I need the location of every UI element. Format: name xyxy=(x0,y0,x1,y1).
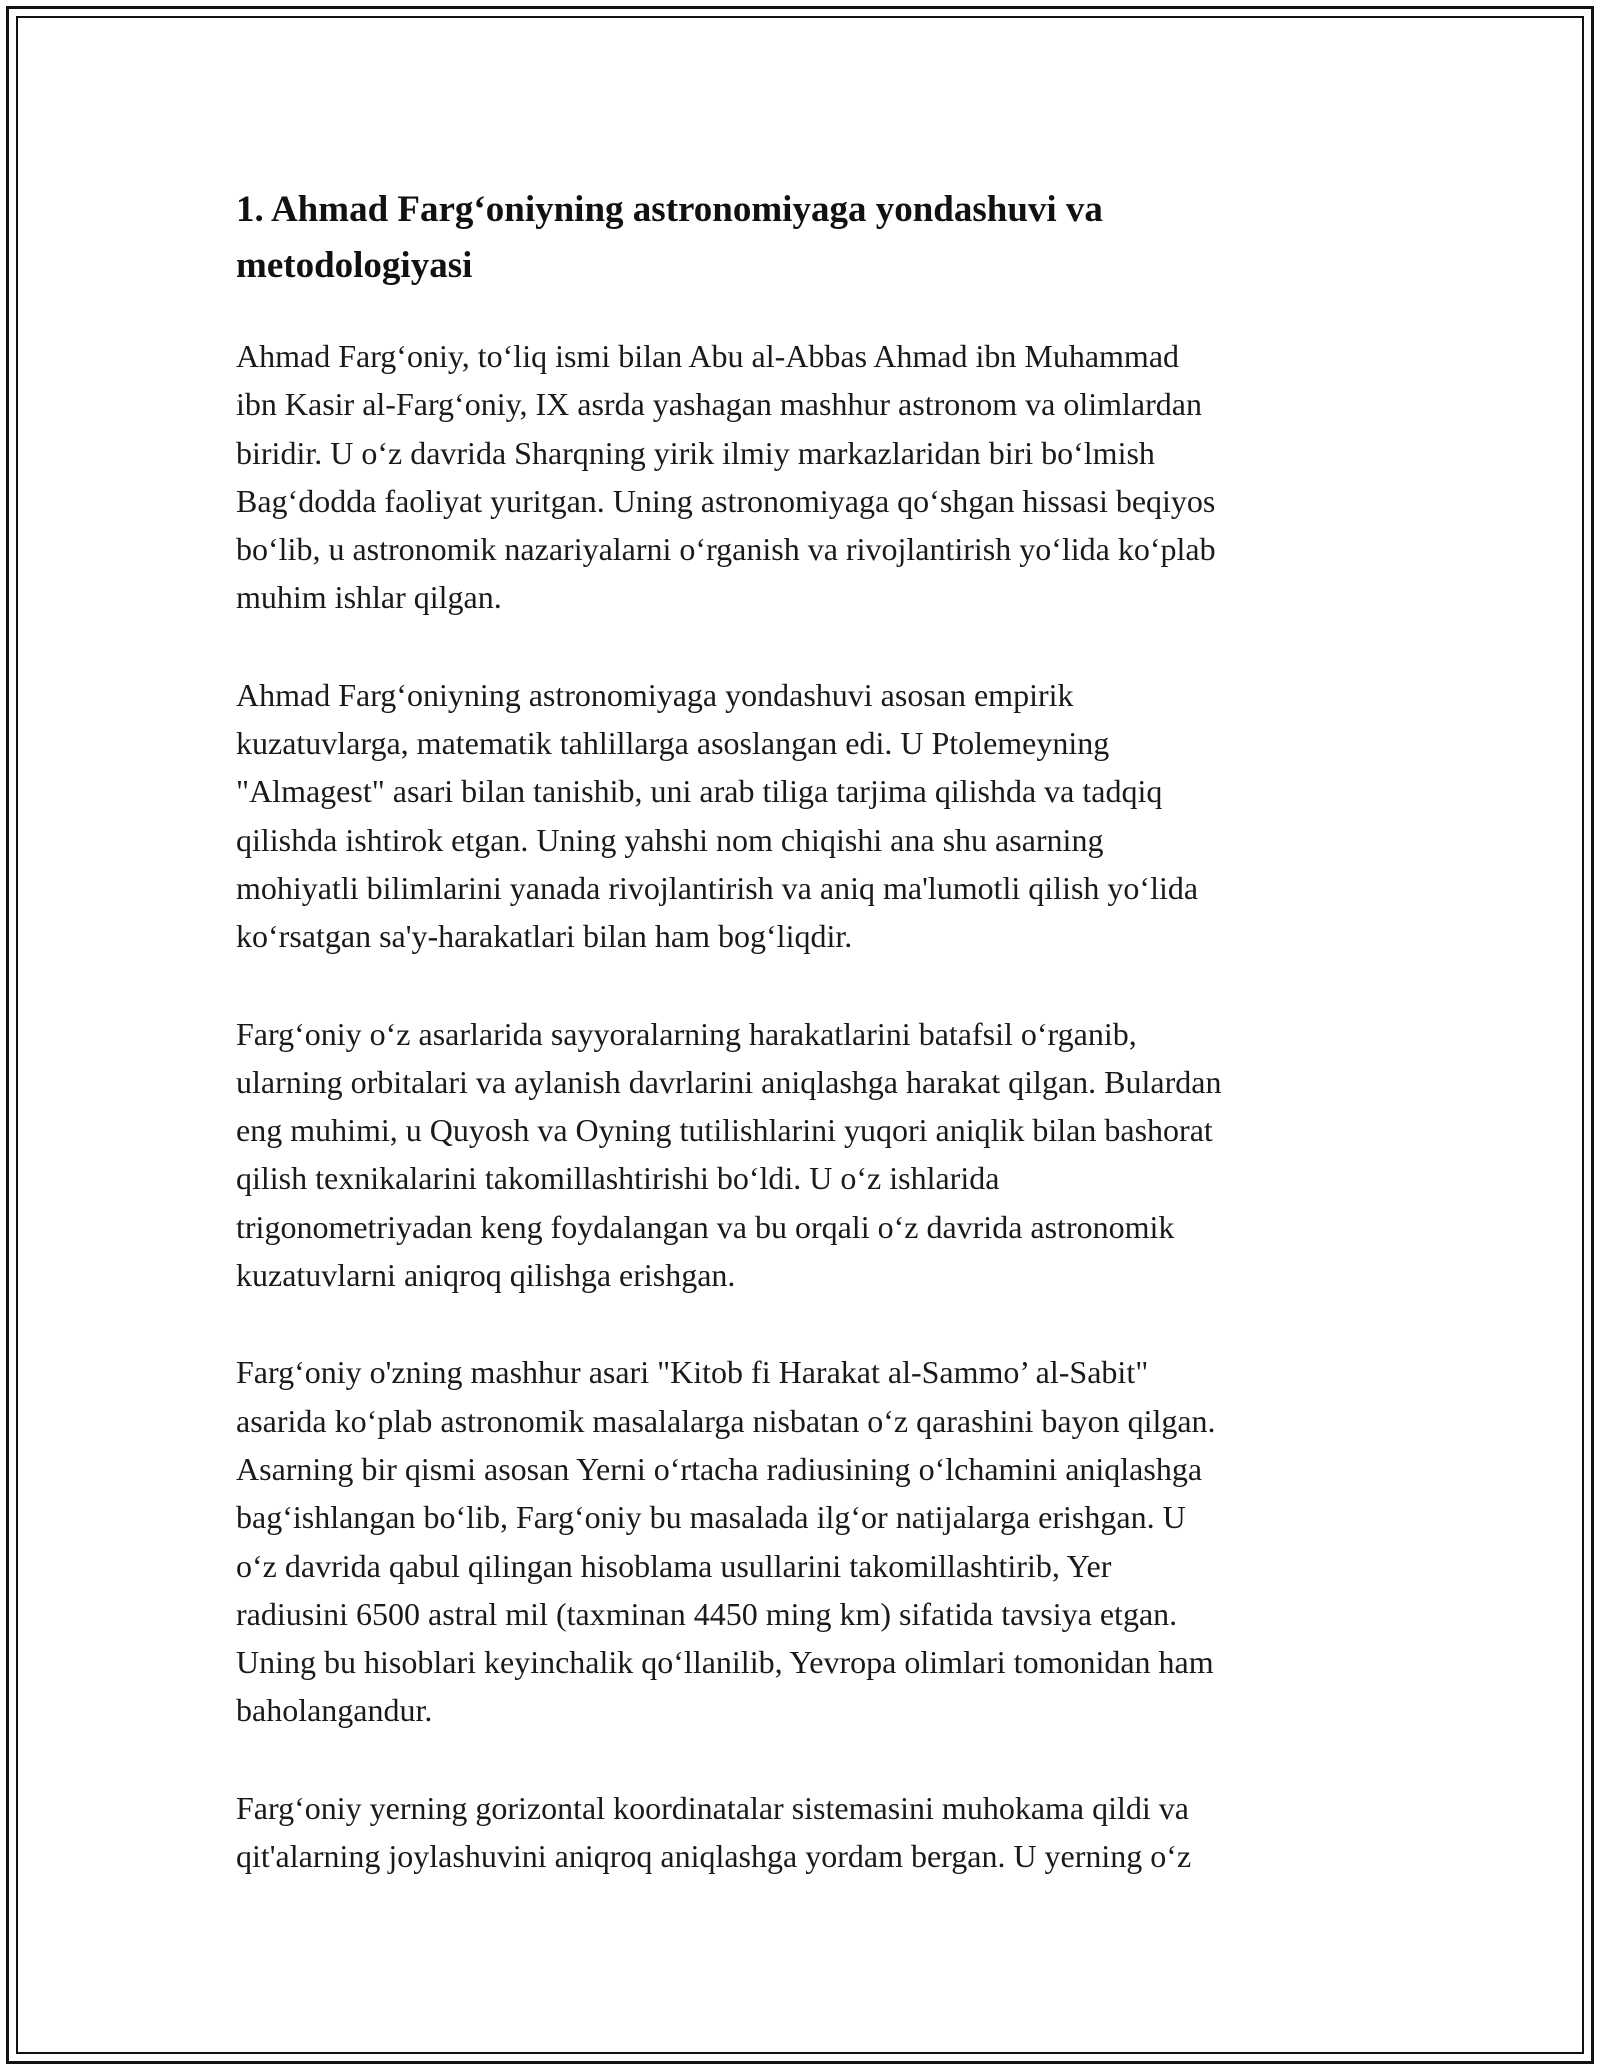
text-line: Ahmad Farg‘oniy, to‘liq ismi bilan Abu al-Abbas Ahmad ibn Muhammad xyxy=(236,338,1180,374)
text-line: eng muhimi, u Quyosh va Oyning tutilishlarini yuqori aniqlik bilan bashorat xyxy=(236,1112,1213,1149)
paragraph-intro xyxy=(236,332,1372,622)
section-heading xyxy=(236,182,1372,294)
text-line: radiusini 6500 astral mil (taxminan 4450 ming km) sifatida tavsiya etgan. xyxy=(236,1595,1178,1632)
text-line: "Almagest" asari bilan tanishib, uni arab tiliga tarjima qilishda va tadqiq xyxy=(236,773,1163,810)
paragraph-kitob xyxy=(236,1348,1372,1734)
text-line: kuzatuvlarga, matematik tahlillarga asoslangan edi. U Ptolemeyning xyxy=(236,725,1110,762)
text-line: bo‘lib, u astronomik nazariyalarni o‘rganish va rivojlantirish yo‘lida ko‘plab xyxy=(236,531,1216,568)
text-line: kuzatuvlarni aniqroq qilishga erishgan. xyxy=(236,1257,736,1294)
text-line: Asarning bir qismi asosan Yerni o‘rtacha radiusining o‘lchamini aniqlashga xyxy=(236,1450,1203,1487)
text-line: Farg‘oniy o‘z asarlarida sayyoralarning harakatlarini batafsil o‘rganib, xyxy=(236,1015,1137,1052)
text-line: Farg‘oniy o'zning mashhur asari "Kitob fi Harakat al-Sammo’ al-Sabit" xyxy=(236,1354,1149,1391)
text-line: Ahmad Farg‘oniyning astronomiyaga yondashuvi asosan empirik xyxy=(236,676,1074,713)
text-line: biridir. U o‘z davrida Sharqning yirik ilmiy markazlaridan biri bo‘lmish xyxy=(236,434,1155,471)
text-line: ko‘rsatgan sa'y-harakatlari bilan ham bog‘liqdir. xyxy=(236,918,853,955)
text-line: baholangandur. xyxy=(236,1692,433,1729)
text-line: muhim ishlar qilgan. xyxy=(236,579,502,616)
text-line: qilishda ishtirok etgan. Uning yahshi nom chiqishi ana shu asarning xyxy=(236,821,1104,858)
section-heading-line: metodologiyasi xyxy=(236,245,473,286)
paragraph-planets xyxy=(236,1010,1372,1300)
text-line: qilish texnikalarini takomillashtirishi bo‘ldi. U o‘z ishlarida xyxy=(236,1160,1000,1197)
text-line: asarida ko‘plab astronomik masalalarga nisbatan o‘z qarashini bayon qilgan. xyxy=(236,1402,1216,1439)
text-line: mohiyatli bilimlarini yanada rivojlantirish va aniq ma'lumotli qilish yo‘lida xyxy=(236,869,1199,906)
text-line: bag‘ishlangan bo‘lib, Farg‘oniy bu masalada ilg‘or natijalarga erishgan. U xyxy=(236,1499,1186,1536)
section-heading-line: 1. Ahmad Farg‘oniyning astronomiyaga yondashuvi va xyxy=(236,189,1103,230)
text-line: ularning orbitalari va aylanish davrlarini aniqlashga harakat qilgan. Bulardan xyxy=(236,1063,1222,1100)
paragraph-approach xyxy=(236,671,1372,961)
text-line: qit'alarning joylashuvini aniqroq aniqlashga yordam bergan. U yerning o‘z xyxy=(236,1838,1192,1875)
paragraph-coordinates xyxy=(236,1784,1372,1881)
text-line: Farg‘oniy yerning gorizontal koordinatalar sistemasini muhokama qildi va xyxy=(236,1789,1189,1826)
document-body xyxy=(236,182,1372,1929)
text-line: trigonometriyadan keng foydalangan va bu orqali o‘z davrida astronomik xyxy=(236,1208,1175,1245)
text-line: o‘z davrida qabul qilingan hisoblama usullarini takomillashtirib, Yer xyxy=(236,1547,1112,1584)
text-line: ibn Kasir al-Farg‘oniy, IX asrda yashagan mashhur astronom va olimlardan xyxy=(236,386,1202,423)
text-line: Uning bu hisoblari keyinchalik qo‘llanilib, Yevropa olimlari tomonidan ham xyxy=(236,1644,1214,1681)
text-line: Bag‘dodda faoliyat yuritgan. Uning astronomiyaga qo‘shgan hissasi beqiyos xyxy=(236,482,1216,519)
